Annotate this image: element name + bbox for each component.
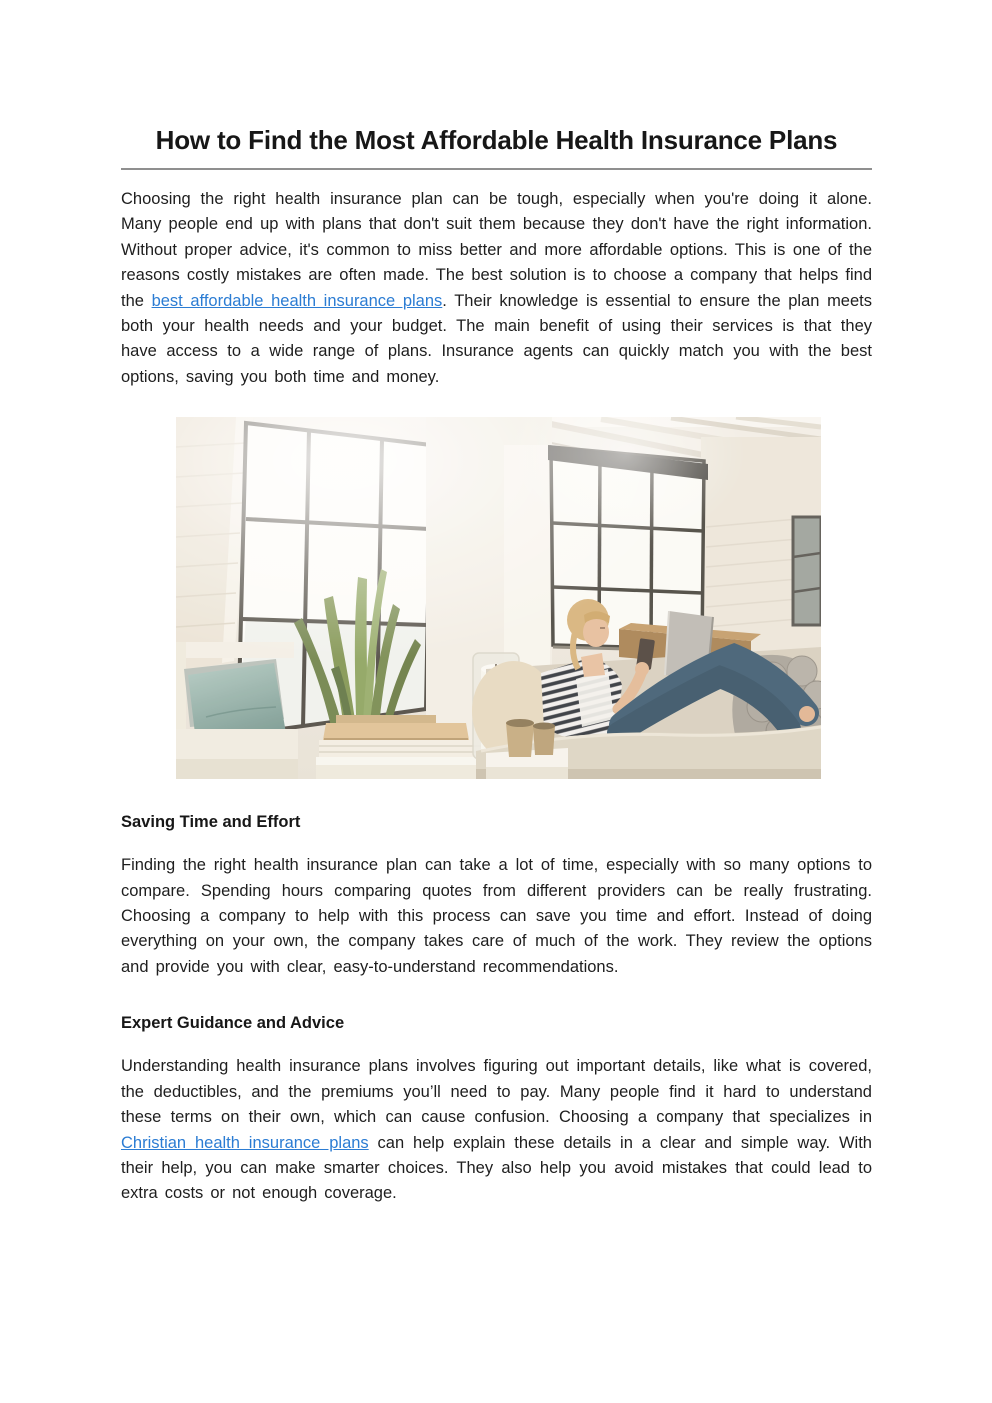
guidance-text-after-link: can help explain these details in a clear and simple way. With their help, you can make smarter choices. They also help you avoid mistakes that could lead to extra costs or not enough coverage. <box>121 1133 872 1203</box>
intro-text-after-link: . Their knowledge is essential to ensure the plan meets both your health needs and your budget. The main benefit of using their services is that they have access to a wide range of plans. Insurance agents can quickly match you with the best options, saving you both time and money. <box>121 291 872 386</box>
page-title: How to Find the Most Affordable Health Insurance Plans <box>155 125 838 155</box>
section-heading-expert-guidance: Expert Guidance and Advice <box>121 1014 345 1033</box>
title-divider <box>121 168 872 170</box>
christian-plans-link[interactable]: Christian health insurance plans <box>121 1133 369 1152</box>
section-heading-saving-time: Saving Time and Effort <box>121 813 301 832</box>
intro-paragraph <box>121 187 872 390</box>
affordable-plans-link[interactable]: best affordable health insurance plans <box>151 291 443 310</box>
expert-guidance-paragraph <box>121 1054 872 1206</box>
saving-time-paragraph: Finding the right health insurance plan can take a lot of time, especially with so many options to compare. Spending hours comparing quotes from different providers can be really frustrating. Choosing a company to help with this process can save you time and effort. Instead of doing everything on your own, the company takes care of much of the work. They review the options and provide you with clear, easy-to-understand recommendations. <box>121 856 872 976</box>
warm-tone-overlay <box>176 417 821 779</box>
guidance-text-before-link: Understanding health insurance plans involves figuring out important details, like what is covered, the deductibles, and the premiums you’ll need to pay. Many people find it hard to understand these terms on their own, which can cause confusion. Choosing a company that specializes in <box>121 1057 872 1127</box>
loft-scene-illustration <box>176 417 821 779</box>
article-photo <box>176 417 821 779</box>
intro-text-before-link: Choosing the right health insurance plan can be tough, especially when you're doing it alone. Many people end up with plans that don't suit them because they don't have the right information. Without proper advice, it's common to miss better and more affordable options. This is one of the reasons costly mistakes are often made. The best solution is to choose a company that helps find the <box>121 190 872 310</box>
